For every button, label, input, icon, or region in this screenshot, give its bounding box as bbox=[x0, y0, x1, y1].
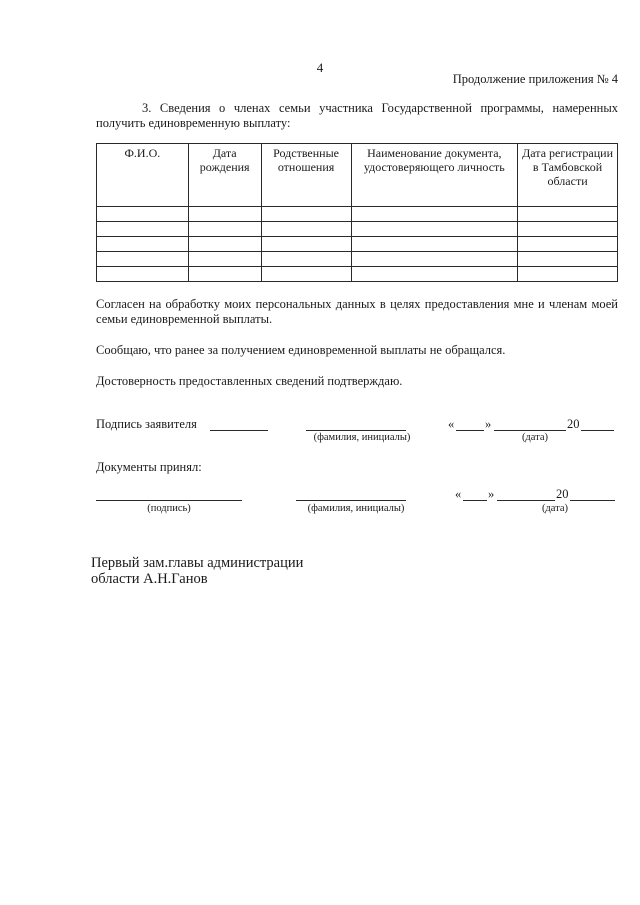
appendix-continuation: Продолжение приложения № 4 bbox=[452, 72, 618, 86]
applicant-signature-label: Подпись заявителя bbox=[96, 417, 197, 431]
table-cell[interactable] bbox=[261, 222, 351, 237]
table-cell[interactable] bbox=[188, 207, 261, 222]
table-cell[interactable] bbox=[518, 207, 618, 222]
accepted-signature-line[interactable] bbox=[96, 500, 242, 501]
table-cell[interactable] bbox=[97, 237, 189, 252]
applicant-date-caption: (дата) bbox=[521, 432, 549, 443]
table-cell[interactable] bbox=[351, 222, 518, 237]
accepted-name-caption: (фамилия, инициалы) bbox=[307, 503, 405, 514]
table-cell[interactable] bbox=[351, 207, 518, 222]
accepted-year-prefix: 20 bbox=[556, 487, 569, 501]
official-title: Первый зам.главы администрации bbox=[91, 555, 304, 571]
table-cell[interactable] bbox=[261, 237, 351, 252]
page-number: 4 bbox=[316, 60, 324, 75]
accepted-date-caption: (дата) bbox=[541, 503, 569, 514]
documents-accepted-label: Документы принял: bbox=[96, 460, 202, 474]
not-applied-statement: Сообщаю, что ранее за получением единовременной выплаты не обращался. bbox=[96, 343, 506, 357]
applicant-date-open: « bbox=[448, 417, 455, 431]
table-cell[interactable] bbox=[97, 252, 189, 267]
family-members-table bbox=[96, 143, 618, 282]
table-cell[interactable] bbox=[518, 222, 618, 237]
table-row bbox=[97, 237, 618, 252]
accepted-name-line[interactable] bbox=[296, 500, 406, 501]
accepted-signature-caption: (подпись) bbox=[147, 503, 191, 514]
table-cell[interactable] bbox=[188, 252, 261, 267]
table-cell[interactable] bbox=[97, 267, 189, 282]
applicant-name-caption: (фамилия, инициалы) bbox=[313, 432, 411, 443]
confirmation-statement: Достоверность предоставленных сведений подтверждаю. bbox=[96, 374, 403, 388]
applicant-year-prefix: 20 bbox=[567, 417, 580, 431]
table-cell[interactable] bbox=[351, 252, 518, 267]
table-cell[interactable] bbox=[261, 207, 351, 222]
section-3-heading: 3. Сведения о членах семьи участника Государственной программы, намеренных получить единовременную выплату: bbox=[96, 101, 618, 130]
table-cell[interactable] bbox=[188, 237, 261, 252]
table-row bbox=[97, 207, 618, 222]
table-cell[interactable] bbox=[518, 252, 618, 267]
table-cell[interactable] bbox=[188, 267, 261, 282]
accepted-day-line[interactable] bbox=[463, 500, 487, 501]
header-registration-date: Дата регистрации в Тамбовской области bbox=[518, 144, 618, 207]
header-birth-date: Дата рождения bbox=[188, 144, 261, 207]
table-cell[interactable] bbox=[351, 267, 518, 282]
table-row bbox=[97, 267, 618, 282]
consent-statement: Согласен на обработку моих персональных данных в целях предоставления мне и членам моей семьи единовременной выплаты. bbox=[96, 297, 618, 326]
applicant-day-line[interactable] bbox=[456, 430, 484, 431]
table-cell[interactable] bbox=[261, 267, 351, 282]
applicant-signature-line[interactable] bbox=[210, 430, 268, 431]
table-cell[interactable] bbox=[351, 237, 518, 252]
table-cell[interactable] bbox=[188, 222, 261, 237]
applicant-name-line[interactable] bbox=[306, 430, 406, 431]
table-cell[interactable] bbox=[97, 222, 189, 237]
applicant-date-close: » bbox=[485, 417, 492, 431]
official-name: области А.Н.Ганов bbox=[91, 571, 208, 587]
table-header-row bbox=[97, 144, 618, 207]
table-cell[interactable] bbox=[97, 207, 189, 222]
table-row bbox=[97, 252, 618, 267]
header-fio: Ф.И.О. bbox=[97, 144, 189, 207]
accepted-year-line[interactable] bbox=[570, 500, 615, 501]
header-relationship: Родственные отношения bbox=[261, 144, 351, 207]
accepted-date-open: « bbox=[455, 487, 462, 501]
table-cell[interactable] bbox=[518, 237, 618, 252]
table-cell[interactable] bbox=[518, 267, 618, 282]
accepted-month-line[interactable] bbox=[497, 500, 555, 501]
applicant-year-line[interactable] bbox=[581, 430, 614, 431]
applicant-month-line[interactable] bbox=[494, 430, 566, 431]
table-row bbox=[97, 222, 618, 237]
table-cell[interactable] bbox=[261, 252, 351, 267]
accepted-date-close: » bbox=[488, 487, 495, 501]
header-id-document: Наименование документа, удостоверяющего личность bbox=[351, 144, 518, 207]
